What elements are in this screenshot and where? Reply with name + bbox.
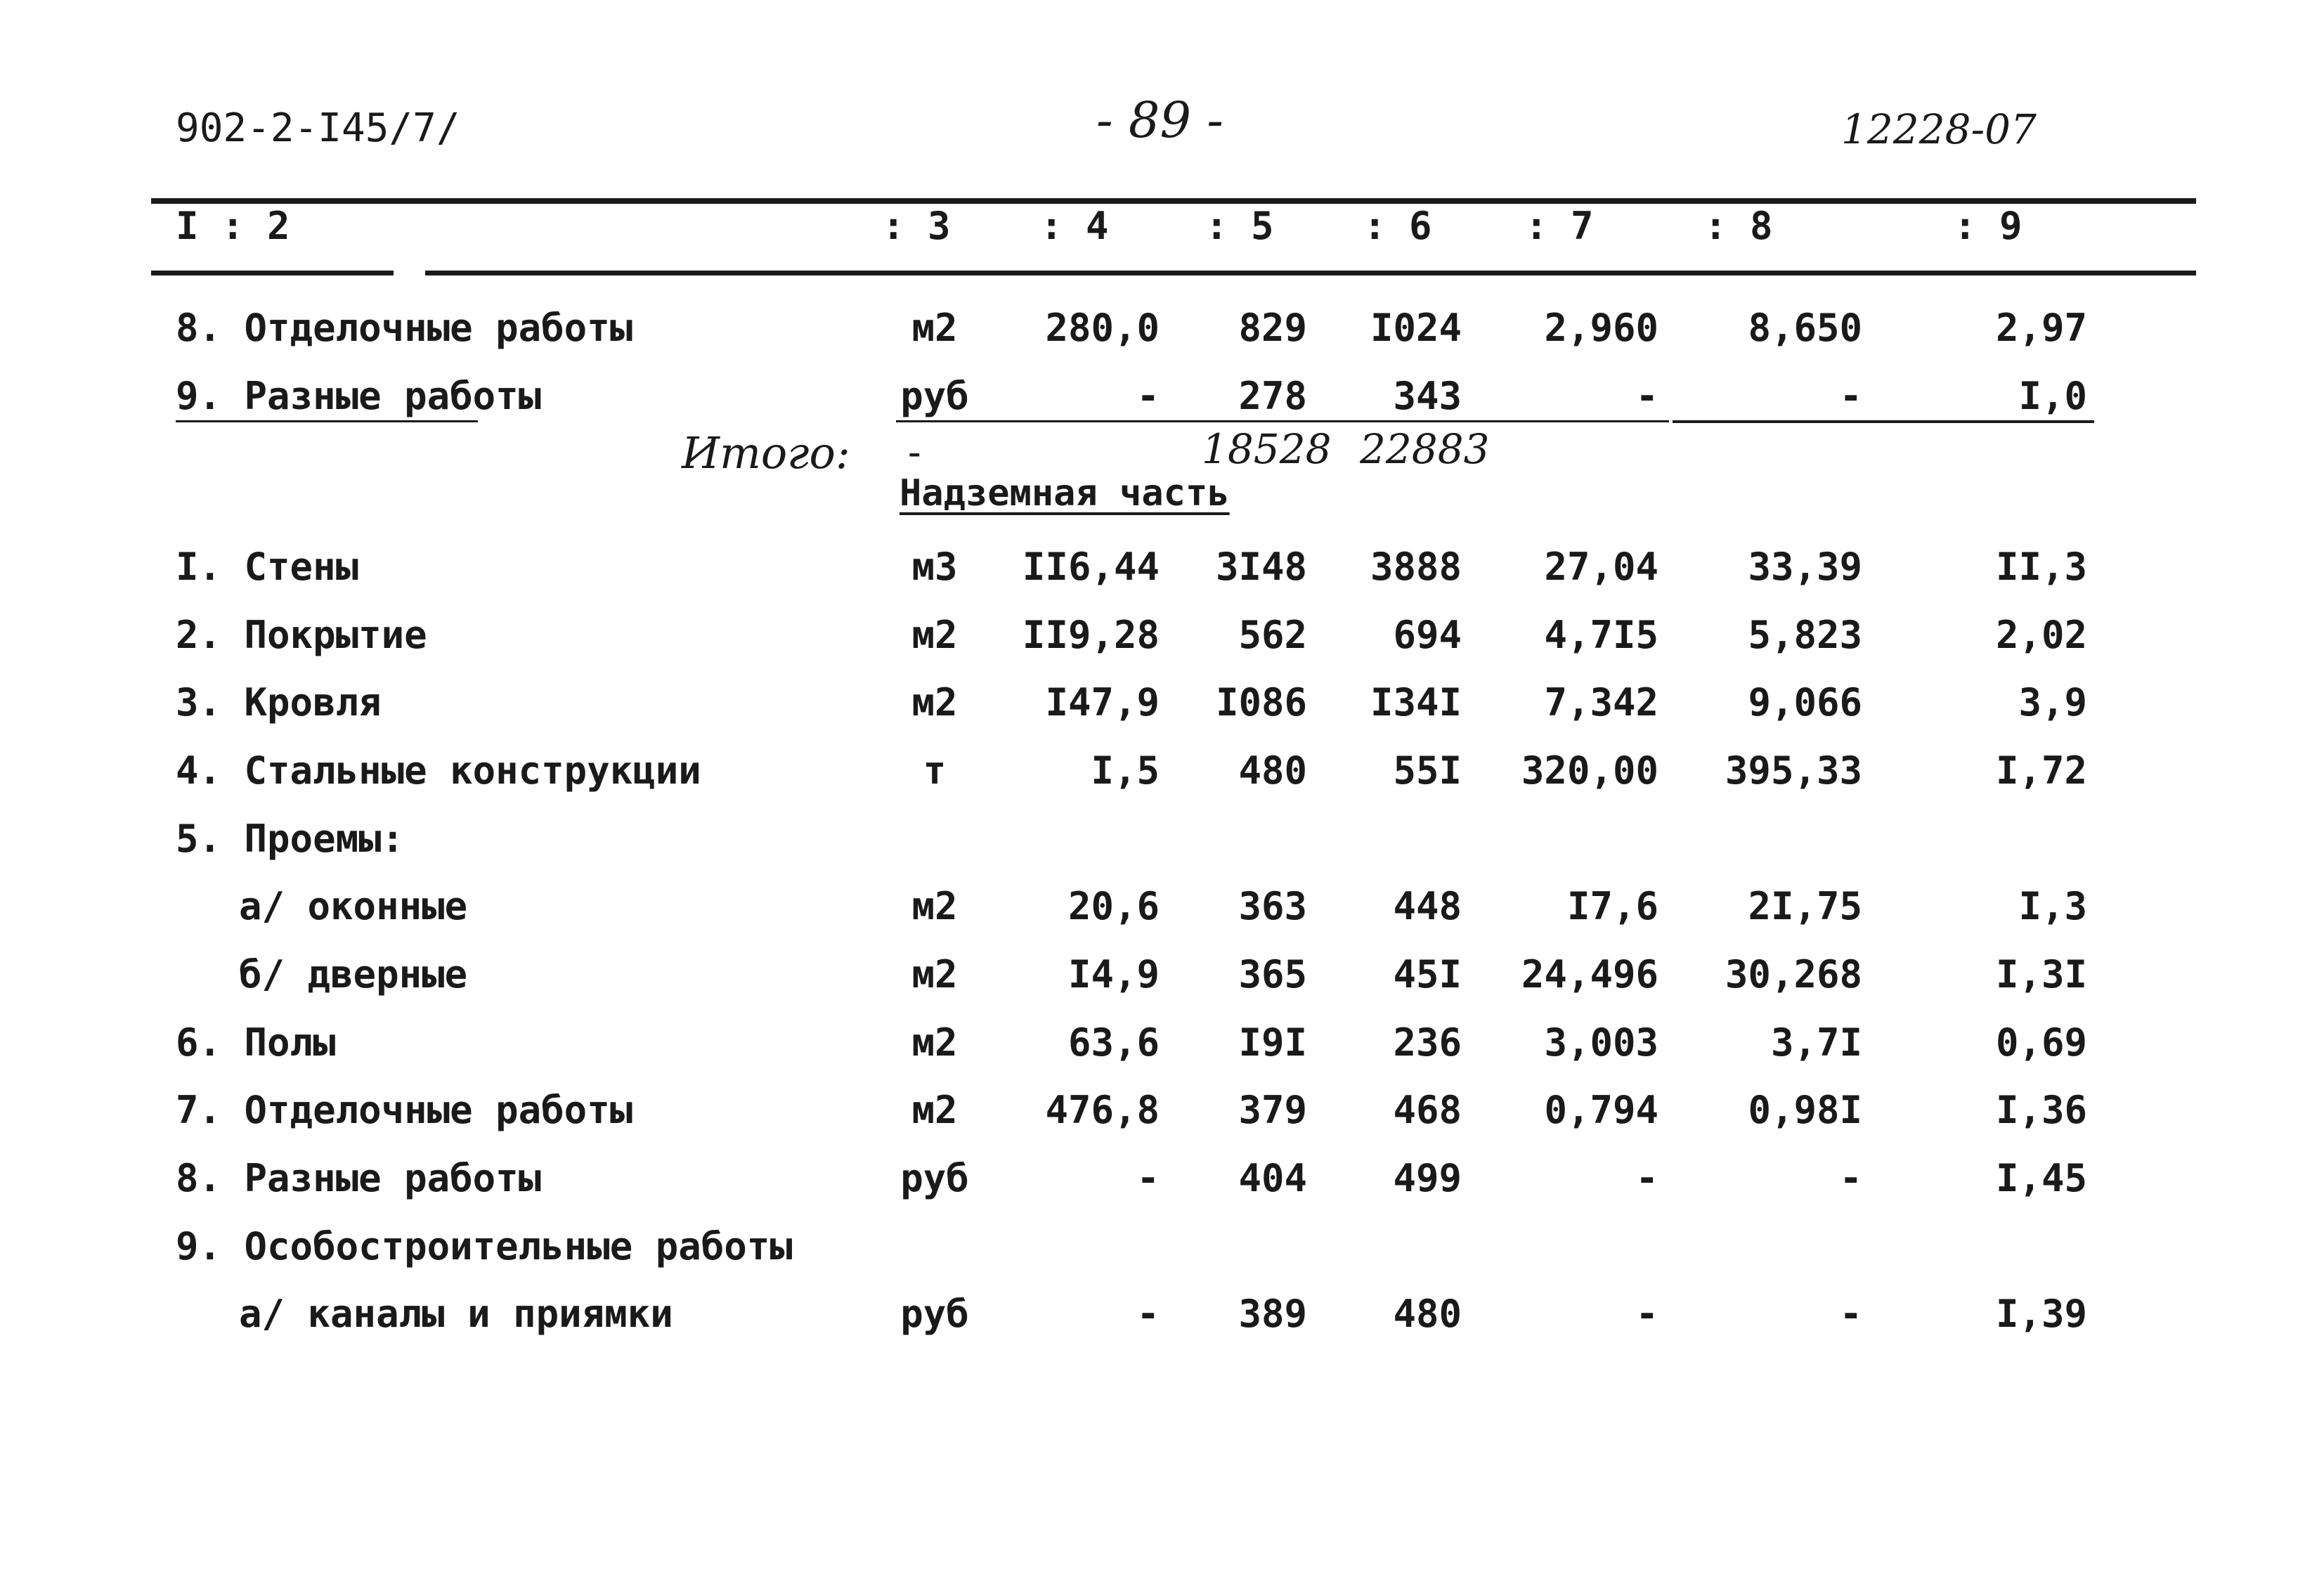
row-col9: I,39: [1995, 1292, 2087, 1336]
row-col7: 320,00: [1521, 748, 1658, 793]
row-col6: 694: [1393, 613, 1462, 657]
row-col7: 3,003: [1544, 1020, 1658, 1065]
row-col6: 499: [1393, 1156, 1462, 1200]
row-col6: 343: [1393, 374, 1462, 418]
row-col4: I4,9: [1067, 952, 1160, 997]
row-col4: 63,6: [1067, 1020, 1160, 1065]
row-col6: I34I: [1370, 680, 1462, 725]
row-col9: I,45: [1995, 1156, 2087, 1200]
document-number: 12228-07: [1841, 105, 2037, 153]
row-col5: 278: [1238, 374, 1307, 418]
row-col8: 0,98I: [1748, 1088, 1862, 1132]
row-col5: 363: [1238, 884, 1307, 928]
row-col7: -: [1635, 1156, 1658, 1200]
row-col4: II9,28: [1022, 613, 1160, 657]
row-col5: I086: [1215, 680, 1307, 725]
row-unit: руб: [900, 1156, 969, 1200]
row-col6: 480: [1393, 1292, 1462, 1336]
row-unit: м2: [911, 1020, 958, 1065]
row-underline-right: [1673, 420, 2094, 423]
row-unit: м2: [911, 680, 958, 725]
row-col8: 33,39: [1748, 545, 1862, 589]
row-col9: I,72: [1995, 748, 2087, 793]
row-col5: 379: [1238, 1088, 1307, 1132]
row-name: 5. Проемы:: [176, 817, 405, 861]
row-name: а/ оконные: [239, 884, 468, 928]
row-name: а/ каналы и приямки: [239, 1292, 673, 1336]
col-header-3: : 3: [882, 204, 951, 248]
total-col6: 22883: [1360, 425, 1490, 473]
header-bottom-rule-right: [425, 271, 2196, 275]
col-header-6: : 6: [1363, 204, 1432, 248]
row-col9: 2,02: [1995, 613, 2087, 657]
row-col8: 5,823: [1748, 613, 1862, 657]
total-label: Итого:: [682, 427, 850, 479]
row-col4: I47,9: [1045, 680, 1160, 725]
row-col6: 45I: [1393, 952, 1462, 997]
row-col6: 3888: [1370, 545, 1462, 589]
row-unit: руб: [900, 1292, 969, 1336]
row-unit: руб: [900, 374, 969, 418]
row-name: 6. Полы: [176, 1020, 336, 1065]
row-unit: м2: [911, 613, 958, 657]
row-col4: I,5: [1091, 748, 1160, 793]
row-col8: 3,7I: [1770, 1020, 1862, 1065]
row-underline-middle: [896, 420, 1669, 422]
row-col5: I9I: [1238, 1020, 1307, 1065]
col-header-8: : 8: [1704, 204, 1773, 248]
row-col5: 389: [1238, 1292, 1307, 1336]
row-col9: 3,9: [2018, 680, 2087, 725]
row-col6: I024: [1370, 306, 1462, 350]
row-unit: м3: [911, 545, 958, 589]
row-col8: 8,650: [1748, 306, 1862, 350]
row-col8: 9,066: [1748, 680, 1862, 725]
col-header-9: : 9: [1954, 204, 2023, 248]
row-col6: 55I: [1393, 748, 1462, 793]
row-col6: 448: [1393, 884, 1462, 928]
document-code: 902-2-I45/7/: [176, 105, 460, 151]
row-name: 7. Отделочные работы: [176, 1088, 633, 1132]
row-col9: I,0: [2018, 374, 2087, 418]
row-name: I. Стены: [176, 545, 359, 589]
row-col4: 20,6: [1067, 884, 1160, 928]
row-col5: 562: [1238, 613, 1307, 657]
row-col7: -: [1635, 374, 1658, 418]
row-col4: -: [1136, 1292, 1160, 1336]
row-col5: 3I48: [1215, 545, 1307, 589]
row-col5: 404: [1238, 1156, 1307, 1200]
row-col7: 7,342: [1544, 680, 1658, 725]
row-name: 4. Стальные конструкции: [176, 748, 701, 793]
row-col4: -: [1136, 374, 1160, 418]
col-header-1-2: I : 2: [176, 204, 290, 248]
row-col4: -: [1136, 1156, 1160, 1200]
row-col7: 4,7I5: [1544, 613, 1658, 657]
row-col4: II6,44: [1022, 545, 1160, 589]
row-col7: -: [1635, 1292, 1658, 1336]
row-col4: 476,8: [1045, 1088, 1160, 1132]
page-number: - 89 -: [1096, 91, 1223, 149]
header-bottom-rule-left: [151, 271, 394, 275]
row-unit: м2: [911, 306, 958, 350]
total-dash: -: [903, 430, 926, 474]
row-col8: 30,268: [1725, 952, 1862, 997]
total-col5: 18528: [1202, 425, 1332, 473]
row-col8: 2I,75: [1748, 884, 1862, 928]
row-col5: 829: [1238, 306, 1307, 350]
row-unit: м2: [911, 952, 958, 997]
row-col8: -: [1839, 1156, 1862, 1200]
row-name: 9. Особостроительные работы: [176, 1224, 793, 1268]
header-top-rule: [151, 198, 2196, 204]
row-col5: 365: [1238, 952, 1307, 997]
row-col9: II,3: [1995, 545, 2087, 589]
row-name: 2. Покрытие: [176, 613, 427, 657]
section-title: Надземная часть: [900, 472, 1230, 514]
row-col9: 0,69: [1995, 1020, 2087, 1065]
row-col7: 24,496: [1521, 952, 1658, 997]
col-header-7: : 7: [1525, 204, 1594, 248]
row-col5: 480: [1238, 748, 1307, 793]
row-col8: -: [1839, 374, 1862, 418]
row-col9: I,3I: [1995, 952, 2087, 997]
col-header-5: : 5: [1205, 204, 1274, 248]
row-name: 8. Отделочные работы: [176, 306, 633, 350]
row-col7: 27,04: [1544, 545, 1658, 589]
row-unit: м2: [911, 1088, 958, 1132]
row-col6: 468: [1393, 1088, 1462, 1132]
row-name: 3. Кровля: [176, 680, 382, 725]
row-underline-left: [176, 420, 478, 422]
row-unit: т: [923, 748, 947, 793]
row-col9: I,3: [2018, 884, 2087, 928]
row-col9: I,36: [1995, 1088, 2087, 1132]
row-col7: 2,960: [1544, 306, 1658, 350]
row-name: б/ дверные: [239, 952, 468, 997]
row-col6: 236: [1393, 1020, 1462, 1065]
col-header-4: : 4: [1040, 204, 1109, 248]
row-col4: 280,0: [1045, 306, 1160, 350]
row-name: 8. Разные работы: [176, 1156, 542, 1200]
row-col7: 0,794: [1544, 1088, 1658, 1132]
row-col9: 2,97: [1995, 306, 2087, 350]
row-col8: -: [1839, 1292, 1862, 1336]
row-col7: I7,6: [1566, 884, 1658, 928]
row-name: 9. Разные работы: [176, 374, 542, 418]
row-unit: м2: [911, 884, 958, 928]
row-col8: 395,33: [1725, 748, 1862, 793]
